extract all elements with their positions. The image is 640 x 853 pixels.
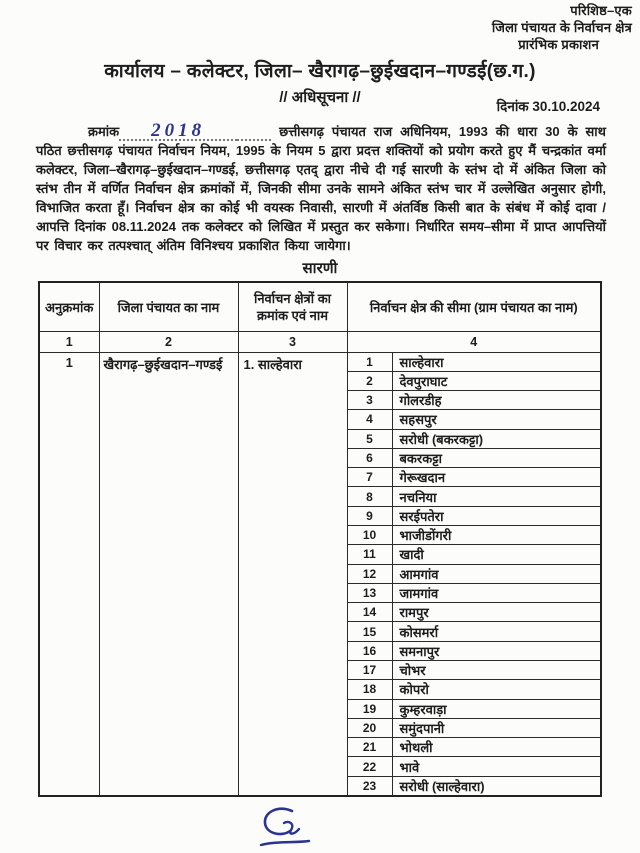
village-number: 16 [347, 641, 392, 660]
appendix-line: जिला पंचायत के निर्वाचन क्षेत्र [491, 20, 632, 35]
date-line: दिनांक 30.10.2024 [496, 99, 600, 114]
village-number: 17 [347, 661, 392, 680]
village-name: कुम्हरवाड़ा [392, 699, 601, 718]
appendix-line: प्रारंभिक प्रकाशन [518, 37, 599, 52]
village-name: रामपुर [392, 603, 601, 622]
table-header-row [39, 282, 601, 332]
village-name: खादी [392, 545, 601, 564]
village-number: 19 [347, 699, 392, 718]
village-number: 15 [347, 622, 392, 641]
header-boundary: निर्वाचन क्षेत्र की सीमा (ग्राम पंचायत का नाम) [347, 282, 601, 332]
village-name: चोभर [392, 661, 601, 680]
appendix-header [492, 2, 632, 53]
village-name: सहसपुर [392, 410, 601, 429]
village-name: नचनिया [392, 487, 601, 506]
village-name: भावे [392, 757, 601, 776]
village-name: कोसमर्रा [392, 622, 601, 641]
table-caption: सारणी [302, 260, 338, 277]
constituency-table [38, 281, 602, 797]
village-number: 14 [347, 603, 392, 622]
village-number: 20 [347, 718, 392, 737]
village-name: सरोधी (साल्हेवारा) [392, 776, 601, 796]
village-number: 18 [347, 680, 392, 699]
village-number: 21 [347, 738, 392, 757]
village-number: 23 [347, 776, 392, 796]
village-name: आमगांव [392, 564, 601, 583]
column-number: 3 [238, 332, 347, 352]
village-number: 8 [347, 487, 392, 506]
header-constituency: निर्वाचन क्षेत्रों का क्रमांक एवं नाम [238, 282, 347, 332]
village-number: 1 [347, 352, 392, 371]
village-name: समनापुर [392, 641, 601, 660]
village-number: 12 [347, 564, 392, 583]
district-cell: खैरागढ़–छुईखदान–गण्डई [99, 352, 238, 796]
column-number-row [39, 332, 601, 352]
column-number: 4 [347, 332, 601, 352]
dotted-line [237, 120, 271, 141]
village-name: समुंदपानी [392, 718, 601, 737]
body-text: छत्तीसगढ़ पंचायत राज अधिनियम, 1993 की धारा 30 के साथ पठित छत्तीसगढ़ पंचायत निर्वाचन नियम, 1995 के नियम 5 द्वारा प्रदत्त शक्तियों को प्रयोग करते हुए मैं चन्द्रकांत वर्मा कलेक्टर, जिला–खैरागढ़–छुईखदान–गण्डई, छत्तीसगढ़ एतद् द्वारा नीचे दी गई सारणी के स्तंभ दो में अंकित जिला को स्तंभ तीन में वर्णित निर्वाचन क्षेत्र क्रमांकों में, जिनकी सीमा उनके सामने अंकित स्तंभ चार में उल्लेखित अनुसार होगी, विभाजित करता हूँ। निर्वाचन क्षेत्र का कोई भी वयस्क निवासी, सारणी में अंतर्विष्ठ किसी बात के संबंध में कोई दावा / आपत्ति दिनांक 08.11.2024 तक कलेक्टर को लिखित में प्रस्तुत कर सकेगा। निर्धारित समय–सीमा में प्राप्त आपत्तियों पर विचार कर तत्पश्चात् अंतिम विनिश्चय प्रकाशित किया जायेगा। [36, 124, 606, 253]
village-row [39, 352, 601, 371]
column-number: 2 [99, 332, 238, 352]
village-number: 11 [347, 545, 392, 564]
village-number: 9 [347, 506, 392, 525]
village-name: गेरूखदान [392, 468, 601, 487]
village-number: 10 [347, 526, 392, 545]
appendix-line: परिशिष्ठ–एक [570, 3, 632, 18]
kramank-dotted-field [119, 119, 237, 141]
village-name: साल्हेवारा [392, 352, 601, 371]
village-name: गोलरडीह [392, 391, 601, 410]
village-name: भोथली [392, 738, 601, 757]
village-number: 6 [347, 448, 392, 467]
village-name: भाजीडोंगरी [392, 526, 601, 545]
notification-body [36, 119, 606, 255]
village-name: जामगांव [392, 583, 601, 602]
kramank-handwritten-number: 2018 [151, 120, 206, 141]
village-number: 7 [347, 468, 392, 487]
header-serial: अनुक्रमांक [39, 282, 99, 332]
page-title: कार्यालय – कलेक्टर, जिला– खैरागढ़–छुईखदान–गण्डई(छ.ग.) [104, 61, 536, 82]
village-number: 5 [347, 429, 392, 448]
column-number: 1 [39, 332, 99, 352]
village-number: 13 [347, 583, 392, 602]
header-district: जिला पंचायत का नाम [99, 282, 238, 332]
notification-subtitle: // अधिसूचना // [279, 89, 361, 106]
village-number: 3 [347, 391, 392, 410]
village-number: 4 [347, 410, 392, 429]
village-number: 22 [347, 757, 392, 776]
village-name: कोपरो [392, 680, 601, 699]
village-number: 2 [347, 371, 392, 390]
constituency-cell: 1. साल्हेवारा [238, 352, 347, 796]
village-name: देवपुराघाट [392, 371, 601, 390]
village-name: बकरकट्टा [392, 448, 601, 467]
serial-cell: 1 [39, 352, 99, 796]
hand-initial-signature-icon [256, 804, 314, 852]
village-name: सरोधी (बकरकट्टा) [392, 429, 601, 448]
kramank-label: क्रमांक [88, 124, 120, 139]
village-name: सरईपतेरा [392, 506, 601, 525]
